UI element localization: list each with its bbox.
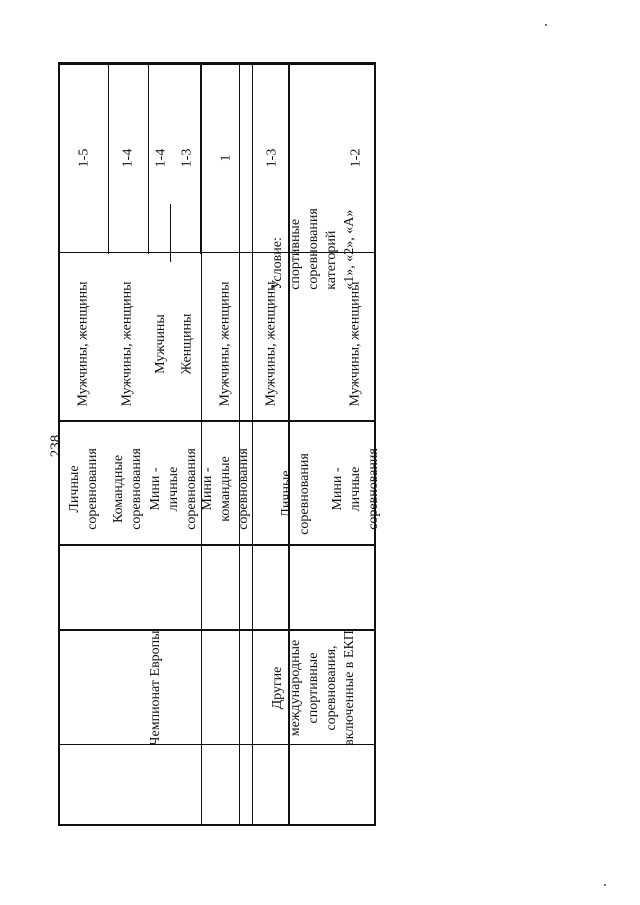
type-cell: Мини - личные соревнования — [330, 448, 381, 530]
ranking-table — [58, 62, 381, 826]
places-cell: 1-2 — [347, 148, 363, 168]
participants-cell: Мужчины, женщины — [120, 281, 136, 407]
type-cell: Мини - личные соревнования — [148, 448, 199, 530]
type-cell: Личные соревнования — [67, 448, 100, 530]
participants-cell: Мужчины, женщины — [76, 281, 92, 407]
places-cell: 1-5 — [75, 148, 91, 168]
participants-cell: Мужчины, женщины — [218, 281, 234, 407]
type-cell: Командные соревнования — [111, 448, 144, 530]
competition-cell: Другие международные спортивные соревнования, включенные в ЕКП — [270, 630, 357, 746]
participants-cell: Женщины — [179, 313, 194, 375]
scan-speck — [545, 24, 547, 26]
type-cell: Мини - командные соревнования — [200, 448, 251, 530]
competition-cell: Чемпионат Европы — [148, 630, 163, 746]
condition-cell: Условие: спортивные соревнования категорий «1», «2», «А» — [270, 208, 357, 290]
page-number: 238 — [48, 434, 64, 458]
places-cell: 1-4 — [119, 148, 135, 168]
places-cell: 1-4 — [152, 148, 168, 168]
places-cell: 1 — [218, 154, 233, 162]
places-cell: 1-3 — [263, 148, 279, 168]
places-cell: 1-3 — [178, 148, 194, 168]
participants-cell: Мужчины, женщины — [264, 281, 280, 407]
participants-cell: Мужчины — [153, 314, 169, 374]
type-cell: Личные соревнования — [279, 453, 312, 535]
participants-cell: Мужчины, женщины — [348, 281, 364, 407]
scan-speck — [604, 884, 606, 886]
